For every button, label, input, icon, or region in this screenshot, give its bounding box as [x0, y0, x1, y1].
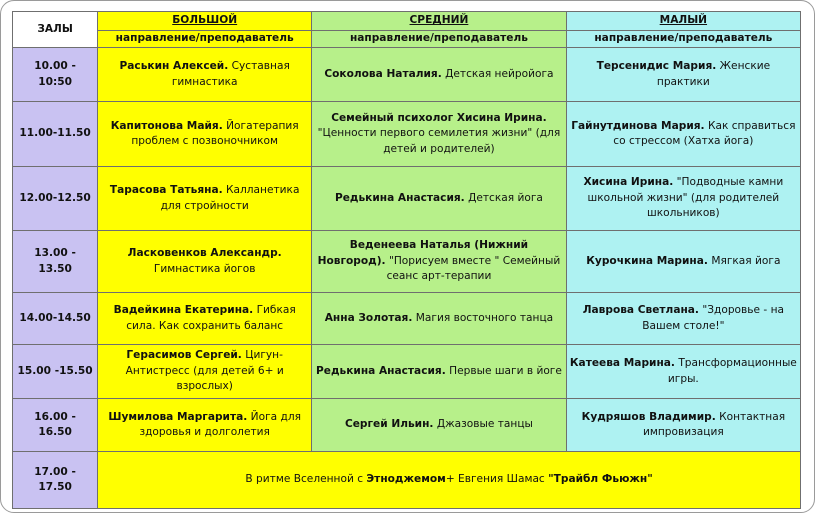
hall-mid-header: СРЕДНИЙ — [312, 12, 567, 31]
hall-big-cell — [98, 48, 312, 102]
final-row — [13, 452, 801, 509]
teacher-name: Хисина Ирина. — [583, 176, 674, 189]
class-description: Джазовые танцы — [436, 418, 533, 431]
schedule-row — [13, 102, 801, 167]
class-description: Детская йога — [468, 191, 543, 204]
schedule-table — [12, 11, 801, 509]
teacher-name: Веденеева Наталья (Нижний Новгород). — [317, 239, 529, 267]
hall-big-cell — [98, 102, 312, 167]
teacher-name: Ласковенков Александр. — [127, 247, 282, 259]
hall-mid-cell — [312, 293, 567, 345]
hall-small-cell — [566, 231, 800, 293]
teacher-name: Раськин Алексей. — [119, 60, 229, 72]
hall-small-cell — [566, 167, 800, 231]
teacher-name: Шумилова Маргарита. — [108, 410, 248, 423]
class-description: Магия восточного танца — [415, 311, 554, 324]
teacher-name: Терсенидис Мария. — [596, 60, 717, 72]
hall-big-cell — [98, 231, 312, 293]
hall-mid-subheader: направление/преподаватель — [312, 31, 567, 48]
schedule-row — [13, 399, 801, 452]
teacher-name: Гайнутдинова Мария. — [571, 119, 705, 132]
hall-small-header: МАЛЫЙ — [566, 12, 800, 31]
schedule-row — [13, 167, 801, 231]
class-description: Йога для здоровья и долголетия — [139, 410, 301, 438]
final-event-cell — [98, 452, 801, 509]
class-description: "Подводные камни школьной жизни" (для родителей школьников) — [587, 176, 784, 220]
class-description: Калланетика для стройности — [160, 184, 300, 212]
class-description: Первые шаги в йоге — [449, 364, 562, 377]
hall-mid-cell — [312, 102, 567, 167]
hall-small-cell — [566, 293, 800, 345]
time-cell: 15.00 -15.50 — [13, 345, 98, 399]
time-cell: 13.00 - 13.50 — [13, 231, 98, 293]
class-description: Суставная гимнастика — [171, 60, 290, 88]
teacher-name: Семейный психолог Хисина Ирина. — [331, 111, 547, 124]
halls-label: ЗАЛЫ — [13, 12, 98, 48]
class-description: Гимнастика йогов — [153, 262, 256, 275]
class-description: Гибкая сила. Как сохранить баланс — [126, 304, 296, 332]
class-description: "Порисуем вместе " Семейный сеанс арт-терапии — [386, 254, 561, 283]
teacher-name: Капитонова Майя. — [110, 119, 223, 132]
class-description: Йогатерапия проблем с позвоночником — [131, 119, 299, 147]
teacher-name: Катеева Марина. — [569, 357, 675, 369]
hall-big-subheader: направление/преподаватель — [98, 31, 312, 48]
hall-big-cell — [98, 399, 312, 452]
teacher-name: Редькина Анастасия. — [334, 191, 465, 204]
class-description: Как справиться со стрессом (Хатха йога) — [613, 119, 796, 147]
hall-mid-cell — [312, 167, 567, 231]
hall-big-cell — [98, 167, 312, 231]
time-cell: 16.00 - 16.50 — [13, 399, 98, 452]
schedule-row — [13, 231, 801, 293]
hall-mid-cell — [312, 399, 567, 452]
teacher-name: Кудряшов Владимир. — [581, 410, 716, 423]
hall-big-cell — [98, 345, 312, 399]
teacher-name: Вадейкина Екатерина. — [113, 304, 254, 316]
schedule-row — [13, 48, 801, 102]
class-description: "Здоровье - на Вашем столе!" — [642, 304, 785, 332]
teacher-name: Тарасова Татьяна. — [109, 184, 223, 196]
class-description: Трансформационные игры. — [667, 357, 797, 385]
teacher-name: Сергей Ильин. — [344, 418, 434, 431]
time-cell: 12.00-12.50 — [13, 167, 98, 231]
class-description: Цигун-Антистресс (для детей 6+ и взрослых) — [125, 349, 284, 393]
hall-mid-cell — [312, 231, 567, 293]
hall-small-cell — [566, 399, 800, 452]
class-description: Женские практики — [656, 60, 771, 88]
schedule-row — [13, 293, 801, 345]
final-highlight-tribal: "Трайбл Фьюжн" — [548, 473, 653, 486]
time-cell: 11.00-11.50 — [13, 102, 98, 167]
class-description: Контактная импровизация — [642, 410, 786, 438]
hall-big-cell — [98, 293, 312, 345]
hall-small-cell — [566, 48, 800, 102]
class-description: "Ценности первого семилетия жизни" (для детей и родителей) — [317, 127, 561, 155]
teacher-name: Курочкина Марина. — [586, 254, 708, 267]
hall-mid-cell — [312, 345, 567, 399]
final-highlight-ethnojam: Этноджемом — [366, 473, 446, 486]
class-description: Детская нейройога — [445, 67, 554, 80]
hall-mid-cell — [312, 48, 567, 102]
teacher-name: Лаврова Светлана. — [582, 304, 699, 316]
hall-big-header: БОЛЬШОЙ — [98, 12, 312, 31]
time-cell: 14.00-14.50 — [13, 293, 98, 345]
hall-small-cell — [566, 345, 800, 399]
final-text-before: В ритме Вселенной с — [245, 473, 367, 486]
teacher-name: Анна Золотая. — [324, 311, 413, 324]
teacher-name: Редькина Анастасия. — [316, 364, 446, 377]
hall-small-cell — [566, 102, 800, 167]
teacher-name: Герасимов Сергей. — [126, 349, 242, 362]
class-description: Мягкая йога — [711, 254, 781, 267]
hall-small-subheader: направление/преподаватель — [566, 31, 800, 48]
schedule-row — [13, 345, 801, 399]
time-cell: 10.00 - 10:50 — [13, 48, 98, 102]
final-text-middle: + Евгения Шамас — [445, 473, 549, 486]
schedule-rows — [13, 48, 801, 452]
teacher-name: Соколова Наталия. — [324, 67, 442, 80]
time-cell: 17.00 - 17.50 — [13, 452, 98, 509]
